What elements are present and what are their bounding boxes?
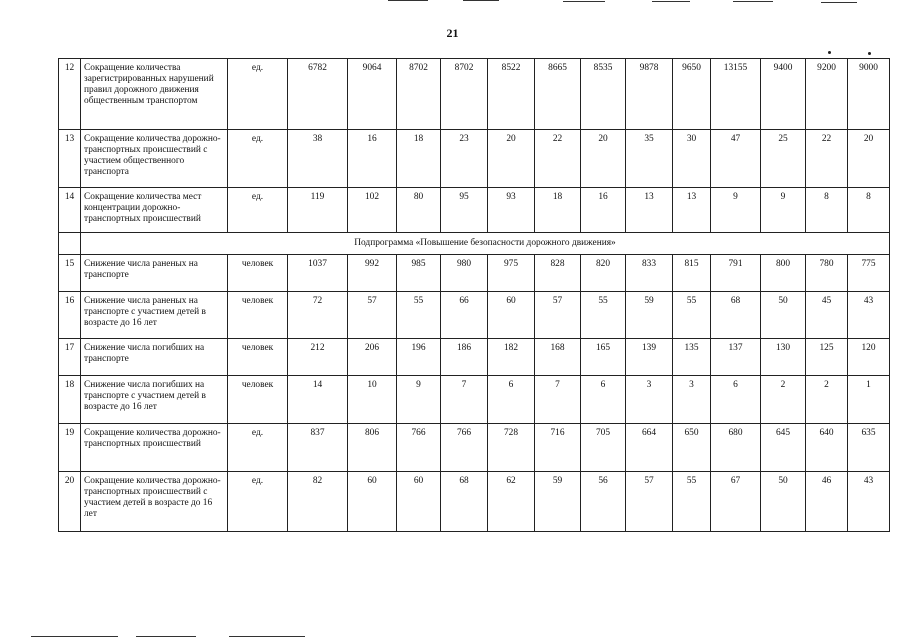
unit-cell: ед. [228, 472, 288, 532]
value-cell: 56 [581, 472, 626, 532]
value-cell: 50 [761, 472, 806, 532]
value-cell: 55 [581, 292, 626, 339]
value-cell: 775 [848, 255, 890, 292]
value-cell: 980 [441, 255, 488, 292]
value-cell: 650 [673, 424, 711, 472]
value-cell: 664 [626, 424, 673, 472]
indicator-name-cell: Сокращение количества дорожно-транспортных происшествий [81, 424, 228, 472]
value-cell: 139 [626, 339, 673, 376]
row-number-cell: 16 [59, 292, 81, 339]
value-cell: 2 [761, 376, 806, 424]
value-cell: 20 [848, 130, 890, 188]
table-row [59, 130, 890, 188]
value-cell: 59 [535, 472, 581, 532]
row-number-cell: 12 [59, 59, 81, 130]
value-cell: 8 [806, 188, 848, 233]
value-cell: 13 [673, 188, 711, 233]
value-cell: 68 [711, 292, 761, 339]
value-cell: 60 [488, 292, 535, 339]
value-cell: 9200 [806, 59, 848, 130]
table-row [59, 292, 890, 339]
value-cell: 8535 [581, 59, 626, 130]
table-row [59, 188, 890, 233]
value-cell: 46 [806, 472, 848, 532]
value-cell: 9650 [673, 59, 711, 130]
value-cell: 102 [348, 188, 397, 233]
table-row [59, 255, 890, 292]
value-cell: 137 [711, 339, 761, 376]
value-cell: 82 [288, 472, 348, 532]
value-cell: 16 [581, 188, 626, 233]
value-cell: 38 [288, 130, 348, 188]
value-cell: 640 [806, 424, 848, 472]
value-cell: 57 [626, 472, 673, 532]
value-cell: 125 [806, 339, 848, 376]
scan-dot [868, 52, 871, 55]
value-cell: 833 [626, 255, 673, 292]
indicator-name-cell: Снижение числа погибших на транспорте [81, 339, 228, 376]
value-cell: 59 [626, 292, 673, 339]
value-cell: 120 [848, 339, 890, 376]
unit-cell: ед. [228, 188, 288, 233]
subprogram-section [59, 233, 890, 255]
value-cell: 50 [761, 292, 806, 339]
value-cell: 2 [806, 376, 848, 424]
value-cell: 800 [761, 255, 806, 292]
value-cell: 635 [848, 424, 890, 472]
bottom-rule [31, 636, 118, 637]
bottom-rule [136, 636, 196, 637]
indicator-name-cell: Сокращение количества дорожно-транспортных происшествий с участием детей в возрасте до 16 лет [81, 472, 228, 532]
value-cell: 9 [761, 188, 806, 233]
value-cell: 3 [673, 376, 711, 424]
value-cell: 9878 [626, 59, 673, 130]
unit-cell: человек [228, 255, 288, 292]
unit-cell: человек [228, 339, 288, 376]
value-cell: 55 [397, 292, 441, 339]
indicator-name-cell: Сокращение количества дорожно-транспортных происшествий с участием общественного транспорта [81, 130, 228, 188]
unit-cell: ед. [228, 59, 288, 130]
value-cell: 45 [806, 292, 848, 339]
value-cell: 30 [673, 130, 711, 188]
top-rule [563, 1, 605, 2]
value-cell: 9 [397, 376, 441, 424]
value-cell: 80 [397, 188, 441, 233]
value-cell: 680 [711, 424, 761, 472]
value-cell: 95 [441, 188, 488, 233]
table-body-before [59, 59, 890, 233]
row-number-cell: 20 [59, 472, 81, 532]
value-cell: 165 [581, 339, 626, 376]
value-cell: 9064 [348, 59, 397, 130]
value-cell: 8 [848, 188, 890, 233]
value-cell: 55 [673, 292, 711, 339]
value-cell: 6 [488, 376, 535, 424]
bottom-rule [229, 636, 305, 637]
value-cell: 975 [488, 255, 535, 292]
page-number: 21 [446, 26, 459, 40]
top-rule [733, 1, 773, 2]
unit-cell: человек [228, 292, 288, 339]
value-cell: 1037 [288, 255, 348, 292]
table-row [59, 424, 890, 472]
value-cell: 6782 [288, 59, 348, 130]
value-cell: 645 [761, 424, 806, 472]
value-cell: 9000 [848, 59, 890, 130]
value-cell: 43 [848, 292, 890, 339]
value-cell: 6 [711, 376, 761, 424]
value-cell: 837 [288, 424, 348, 472]
value-cell: 8702 [397, 59, 441, 130]
indicator-name-cell: Сокращение количества мест концентрации дорожно-транспортных происшествий [81, 188, 228, 233]
value-cell: 13155 [711, 59, 761, 130]
unit-cell: человек [228, 376, 288, 424]
value-cell: 806 [348, 424, 397, 472]
value-cell: 196 [397, 339, 441, 376]
subprogram-title: Подпрограмма «Повышение безопасности дорожного движения» [81, 233, 890, 255]
value-cell: 62 [488, 472, 535, 532]
value-cell: 7 [441, 376, 488, 424]
value-cell: 992 [348, 255, 397, 292]
indicator-name-cell: Снижение числа раненых на транспорте [81, 255, 228, 292]
indicator-name-cell: Снижение числа раненых на транспорте с участием детей в возрасте до 16 лет [81, 292, 228, 339]
value-cell: 1 [848, 376, 890, 424]
value-cell: 820 [581, 255, 626, 292]
value-cell: 3 [626, 376, 673, 424]
table-row [59, 472, 890, 532]
top-rule [821, 2, 857, 3]
value-cell: 68 [441, 472, 488, 532]
indicators-table [58, 58, 890, 532]
row-number-cell: 15 [59, 255, 81, 292]
value-cell: 780 [806, 255, 848, 292]
row-number-cell: 17 [59, 339, 81, 376]
value-cell: 8522 [488, 59, 535, 130]
unit-cell: ед. [228, 130, 288, 188]
table-body-after [59, 255, 890, 532]
value-cell: 728 [488, 424, 535, 472]
value-cell: 186 [441, 339, 488, 376]
row-number-cell: 14 [59, 188, 81, 233]
top-rule [463, 0, 499, 1]
value-cell: 206 [348, 339, 397, 376]
value-cell: 43 [848, 472, 890, 532]
value-cell: 66 [441, 292, 488, 339]
value-cell: 766 [397, 424, 441, 472]
unit-cell: ед. [228, 424, 288, 472]
value-cell: 130 [761, 339, 806, 376]
value-cell: 55 [673, 472, 711, 532]
top-rule [388, 0, 428, 1]
value-cell: 57 [348, 292, 397, 339]
value-cell: 168 [535, 339, 581, 376]
value-cell: 18 [397, 130, 441, 188]
value-cell: 57 [535, 292, 581, 339]
value-cell: 60 [348, 472, 397, 532]
value-cell: 119 [288, 188, 348, 233]
value-cell: 985 [397, 255, 441, 292]
value-cell: 22 [806, 130, 848, 188]
value-cell: 9 [711, 188, 761, 233]
value-cell: 791 [711, 255, 761, 292]
table-row [59, 59, 890, 130]
value-cell: 13 [626, 188, 673, 233]
indicator-name-cell: Сокращение количества зарегистрированных нарушений правил дорожного движения общественным транспортом [81, 59, 228, 130]
row-number-cell: 18 [59, 376, 81, 424]
value-cell: 212 [288, 339, 348, 376]
top-rule [652, 1, 690, 2]
indicator-name-cell: Снижение числа погибших на транспорте с участием детей в возрасте до 16 лет [81, 376, 228, 424]
row-number-cell: 13 [59, 130, 81, 188]
value-cell: 60 [397, 472, 441, 532]
value-cell: 9400 [761, 59, 806, 130]
value-cell: 716 [535, 424, 581, 472]
row-number-cell: 19 [59, 424, 81, 472]
value-cell: 182 [488, 339, 535, 376]
value-cell: 815 [673, 255, 711, 292]
value-cell: 6 [581, 376, 626, 424]
value-cell: 828 [535, 255, 581, 292]
value-cell: 14 [288, 376, 348, 424]
value-cell: 20 [488, 130, 535, 188]
value-cell: 16 [348, 130, 397, 188]
scan-dot [828, 51, 831, 54]
value-cell: 20 [581, 130, 626, 188]
value-cell: 93 [488, 188, 535, 233]
value-cell: 72 [288, 292, 348, 339]
value-cell: 22 [535, 130, 581, 188]
value-cell: 8665 [535, 59, 581, 130]
value-cell: 18 [535, 188, 581, 233]
value-cell: 35 [626, 130, 673, 188]
value-cell: 23 [441, 130, 488, 188]
value-cell: 67 [711, 472, 761, 532]
value-cell: 135 [673, 339, 711, 376]
value-cell: 25 [761, 130, 806, 188]
table-row [59, 376, 890, 424]
table-row [59, 339, 890, 376]
value-cell: 705 [581, 424, 626, 472]
subprogram-row [59, 233, 890, 255]
value-cell: 766 [441, 424, 488, 472]
value-cell: 7 [535, 376, 581, 424]
value-cell: 10 [348, 376, 397, 424]
value-cell: 8702 [441, 59, 488, 130]
value-cell: 47 [711, 130, 761, 188]
